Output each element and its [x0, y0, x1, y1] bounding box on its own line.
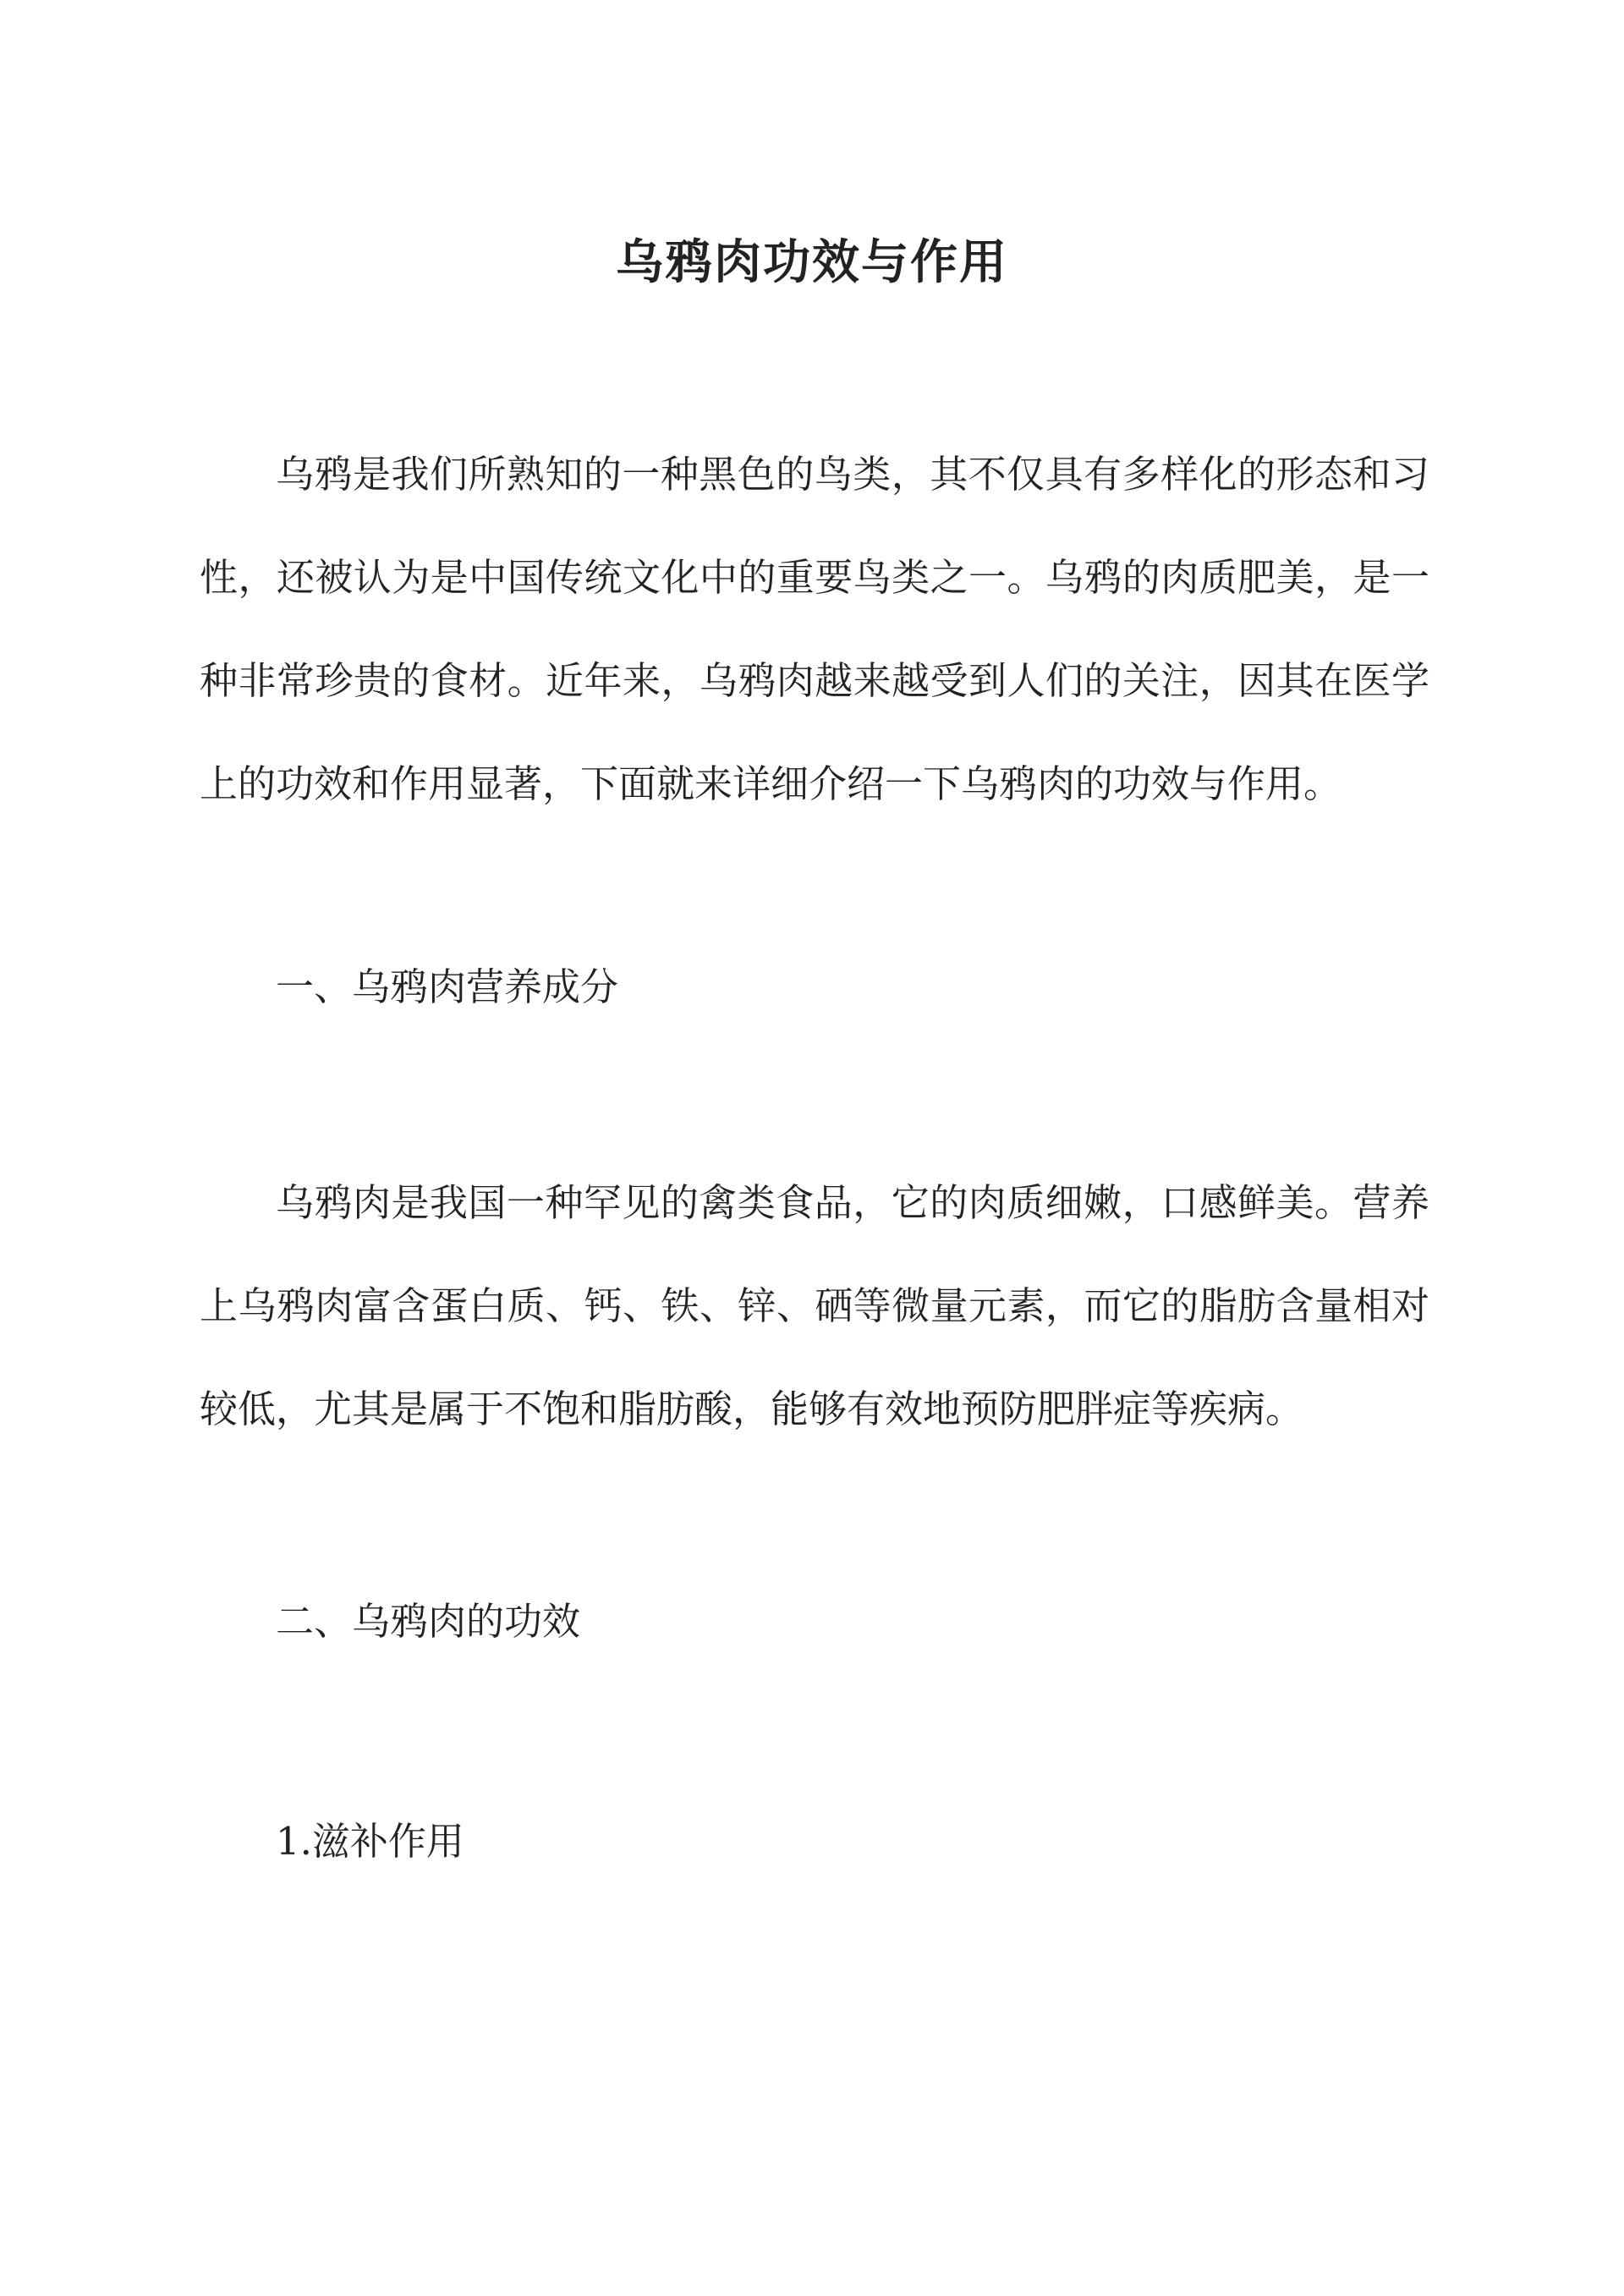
section-heading-nutrition: 一、乌鸦肉营养成分 [276, 964, 619, 1009]
intro-paragraph: 乌鸦是我们所熟知的一种黑色的鸟类，其不仅具有多样化的形态和习性，还被认为是中国传统文化中的重要鸟类之一。乌鸦的肉质肥美，是一种非常珍贵的食材。近年来，乌鸦肉越来越受到人们的关注，因其在医学上的功效和作用显著，下面就来详细介绍一下乌鸦肉的功效与作用。 [200, 452, 1429, 806]
document-title: 乌鸦肉功效与作用 [616, 233, 1008, 290]
subheading-nourishing: 1.滋补作用 [276, 1819, 464, 1864]
section-heading-effects: 二、乌鸦肉的功效 [276, 1599, 581, 1644]
nutrition-paragraph: 乌鸦肉是我国一种罕见的禽类食品，它的肉质细嫩，口感鲜美。营养上乌鸦肉富含蛋白质、钙、铁、锌、硒等微量元素，而它的脂肪含量相对较低，尤其是属于不饱和脂肪酸，能够有效地预防肥胖症等疾病。 [200, 1180, 1429, 1431]
